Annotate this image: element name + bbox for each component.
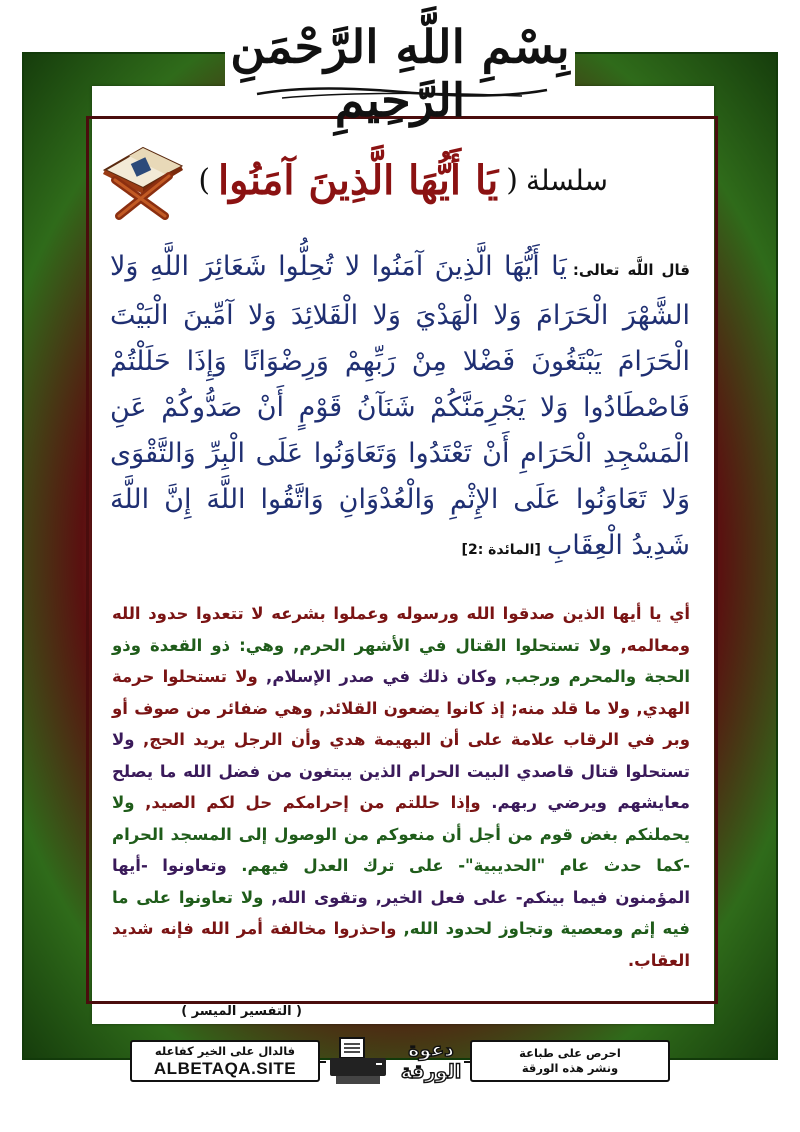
- tafsir-segment: وإذا حللتم من إحرامكم حل لكم الصيد,: [134, 793, 481, 812]
- footer-site-link[interactable]: ALBETAQA.SITE: [153, 1058, 297, 1078]
- footer-site-box: [130, 1040, 320, 1082]
- series-phrase: يَا أَيُّهَا الَّذِينَ آمَنُوا: [218, 156, 499, 204]
- ornament-swirl-icon: [252, 82, 552, 102]
- tafsir-segment: ولا تستحلوا قتال قاصدي البيت الحرام الذين يبتغون من فضل الله ما يصلح معايشهم ويرضي ربهم.: [112, 730, 690, 812]
- footer-print-line-2: ونشر هذه الورقة: [521, 1061, 619, 1075]
- tafsir-segment: واحذروا مخالفة أمر الله فإنه شديد العقاب.: [112, 919, 690, 970]
- basmala-calligraphy: بِسْمِ اللَّهِ الرَّحْمَنِ الرَّحِيمِ: [230, 20, 570, 128]
- footer-bar: [130, 1036, 670, 1086]
- tafsir-source: ( التفسير الميسر ): [181, 1004, 302, 1019]
- tafsir-segment: ولا تستحلوا القتال في الأشهر الحرم, وهي: ذو القعدة وذو الحجة والمحرم ورجب,: [112, 635, 690, 686]
- tafsir-text: [112, 598, 690, 976]
- tafsir-segment: وكان ذلك في صدر الإسلام,: [257, 667, 497, 686]
- tafsir-segment: أي يا أيها الذين صدقوا الله ورسوله وعملوا بشرعه لا تتعدوا حدود الله ومعالمه,: [112, 604, 690, 655]
- series-close-paren: ): [198, 162, 211, 198]
- printer-icon: [326, 1036, 390, 1086]
- series-open-paren: (: [506, 162, 518, 198]
- dawah-logo: [398, 1036, 464, 1086]
- tafsir-segment: ولا تعاونوا على ما فيه إثم ومعصية وتجاوز لحدود الله,: [112, 887, 690, 938]
- logo-line-1: دعوة: [408, 1039, 454, 1061]
- logo-line-2: الورقة: [400, 1061, 462, 1083]
- verse-reference: [المائدة :2]: [461, 542, 541, 558]
- series-title: [148, 150, 608, 210]
- tafsir-segment: وتعاونوا -أيها المؤمنون فيما بينكم- على فعل الخير, وتقوى الله,: [112, 856, 690, 907]
- verse-text: يَا أَيُّهَا الَّذِينَ آمَنُوا لا تُحِلُّوا شَعَائِرَ اللَّهِ وَلا الشَّهْرَ الْحَرَامَ وَلا الْهَدْيَ وَلا الْقَلائِدَ وَلا آمِّينَ الْبَيْتَ الْحَرَامَ يَبْتَغُونَ فَضْلا مِنْ رَبِّهِمْ وَرِضْوَانًا وَإِذَا حَلَلْتُمْ فَاصْطَادُوا وَلا يَجْرِمَنَّكُمْ شَنَآنُ قَوْمٍ أَنْ صَدُّوكُمْ عَنِ الْمَسْجِدِ الْحَرَامِ أَنْ تَعْتَدُوا وَتَعَاوَنُوا عَلَى الْبِرِّ وَالتَّقْوَى وَلا تَعَاوَنُوا عَلَى الإِثْمِ وَالْعُدْوَانِ وَاتَّقُوا اللَّهَ إِنَّ اللَّهَ شَدِيدُ الْعِقَابِ: [110, 251, 690, 561]
- series-word: سلسلة: [526, 163, 608, 197]
- footer-print-box: [470, 1040, 670, 1082]
- footer-proverb: فالدال على الخير كفاعله: [154, 1043, 296, 1058]
- verse-intro: قال اللَّه تعالى:: [572, 261, 691, 279]
- tafsir-segment: ولا تستحلوا حرمة الهدي, ولا ما قلد منه; إذ كانوا يضعون القلائد, وهي ضفائر من صوف أو وبر في الرقاب علامة على أن البهيمة هدي وأن الرجل يريد الحج,: [112, 667, 690, 749]
- tafsir-segment: ولا يحملنكم بغض قوم من أجل أن منعوكم من الوصول إلى المسجد الحرام -كما حدث عام "الحديبية"- على ترك العدل فيهم.: [112, 793, 690, 875]
- footer-print-line-1: احرص على طباعة: [519, 1046, 621, 1060]
- quran-verse: [110, 244, 690, 573]
